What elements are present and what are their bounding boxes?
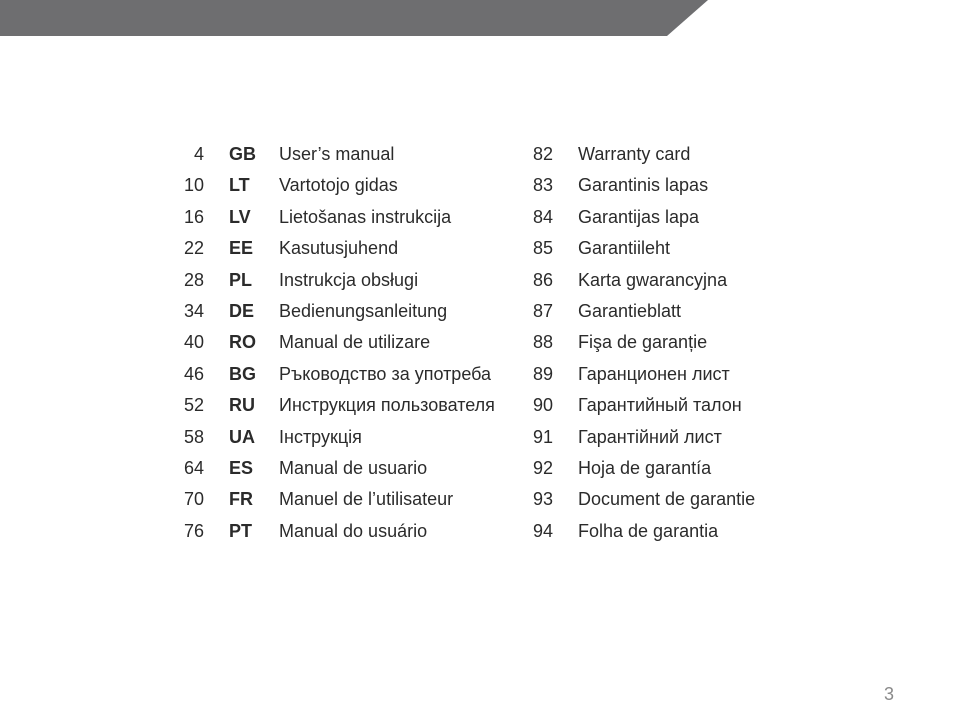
warranty-page-number: 91 [532, 426, 553, 447]
language-code: FR [229, 489, 253, 510]
manual-page-number: 16 [183, 206, 204, 227]
manual-page-number: 46 [183, 363, 204, 384]
warranty-title: Garantijas lapa [578, 206, 700, 227]
language-code: PL [229, 269, 253, 290]
manual-title: Instrukcja obsługi [279, 269, 419, 290]
manual-title: Инструкция пользователя [279, 395, 495, 416]
header-band [0, 0, 708, 36]
toc-row[interactable] [0, 327, 954, 358]
table-of-contents [0, 139, 954, 547]
toc-row[interactable] [0, 516, 954, 547]
toc-row[interactable] [0, 202, 954, 233]
warranty-title: Karta gwarancyjna [578, 269, 728, 290]
manual-page-number: 70 [183, 489, 204, 510]
language-code: BG [229, 363, 256, 384]
toc-row[interactable] [0, 170, 954, 201]
warranty-page-number: 82 [532, 144, 553, 164]
warranty-title: Garantiileht [578, 238, 671, 259]
toc-row[interactable] [0, 139, 954, 170]
manual-title: Manual de utilizare [279, 332, 431, 353]
manual-title: User’s manual [279, 144, 395, 164]
manual-title: Lietošanas instrukcija [279, 206, 452, 227]
manual-title: Manual do usuário [279, 520, 428, 541]
warranty-page-number: 94 [532, 520, 553, 541]
toc-row[interactable] [0, 296, 954, 327]
manual-title: Kasutusjuhend [279, 238, 399, 259]
warranty-title: Garantieblatt [578, 300, 682, 321]
toc-row[interactable] [0, 265, 954, 296]
language-code: LV [229, 206, 251, 227]
language-code: DE [229, 300, 255, 321]
manual-page-number: 64 [183, 457, 204, 478]
warranty-page-number: 85 [532, 238, 553, 259]
warranty-page-number: 93 [532, 489, 553, 510]
manual-page-number: 34 [183, 300, 204, 321]
warranty-page-number: 88 [532, 332, 553, 353]
warranty-page-number: 92 [532, 457, 553, 478]
manual-title: Інструкція [279, 426, 362, 447]
language-code: GB [229, 144, 256, 164]
warranty-title: Folha de garantia [578, 520, 719, 541]
manual-title: Manuel de l’utilisateur [279, 489, 454, 510]
warranty-title: Hoja de garantía [578, 457, 712, 478]
warranty-page-number: 89 [532, 363, 553, 384]
warranty-title: Garantinis lapas [578, 175, 709, 196]
language-code: LT [229, 175, 250, 196]
warranty-page-number: 86 [532, 269, 553, 290]
warranty-title: Warranty card [578, 144, 691, 164]
language-code: ES [229, 457, 254, 478]
manual-title: Bedienungsanleitung [279, 300, 448, 321]
toc-row[interactable] [0, 422, 954, 453]
language-code: UA [229, 426, 255, 447]
toc-row[interactable] [0, 484, 954, 515]
warranty-page-number: 83 [532, 175, 553, 196]
warranty-title: Document de garantie [578, 489, 756, 510]
warranty-title: Гарантійний лист [578, 426, 722, 447]
manual-page-number: 22 [183, 238, 204, 259]
toc-row[interactable] [0, 453, 954, 484]
page-number: 3 [883, 684, 894, 704]
language-code: EE [229, 238, 254, 259]
language-code: RU [229, 395, 255, 416]
warranty-title: Гаранционен лист [578, 363, 730, 384]
manual-page-number: 10 [183, 175, 204, 196]
manual-page-number: 28 [183, 269, 204, 290]
manual-page-number: 52 [183, 395, 204, 416]
warranty-title: Fişa de garanție [578, 332, 708, 353]
manual-page-number: 58 [183, 426, 204, 447]
manual-title: Vartotojo gidas [279, 175, 398, 196]
toc-row[interactable] [0, 359, 954, 390]
language-code: RO [229, 332, 256, 353]
toc-row[interactable] [0, 390, 954, 421]
manual-page-number: 40 [183, 332, 204, 353]
manual-title: Manual de usuario [279, 457, 428, 478]
warranty-page-number: 87 [532, 300, 553, 321]
toc-row[interactable] [0, 233, 954, 264]
warranty-page-number: 84 [532, 206, 553, 227]
manual-title: Ръководство за употреба [279, 363, 492, 384]
manual-page-number: 4 [193, 144, 204, 164]
warranty-page-number: 90 [532, 395, 553, 416]
manual-page-number: 76 [183, 520, 204, 541]
warranty-title: Гарантийный талон [578, 395, 742, 416]
language-code: PT [229, 520, 253, 541]
